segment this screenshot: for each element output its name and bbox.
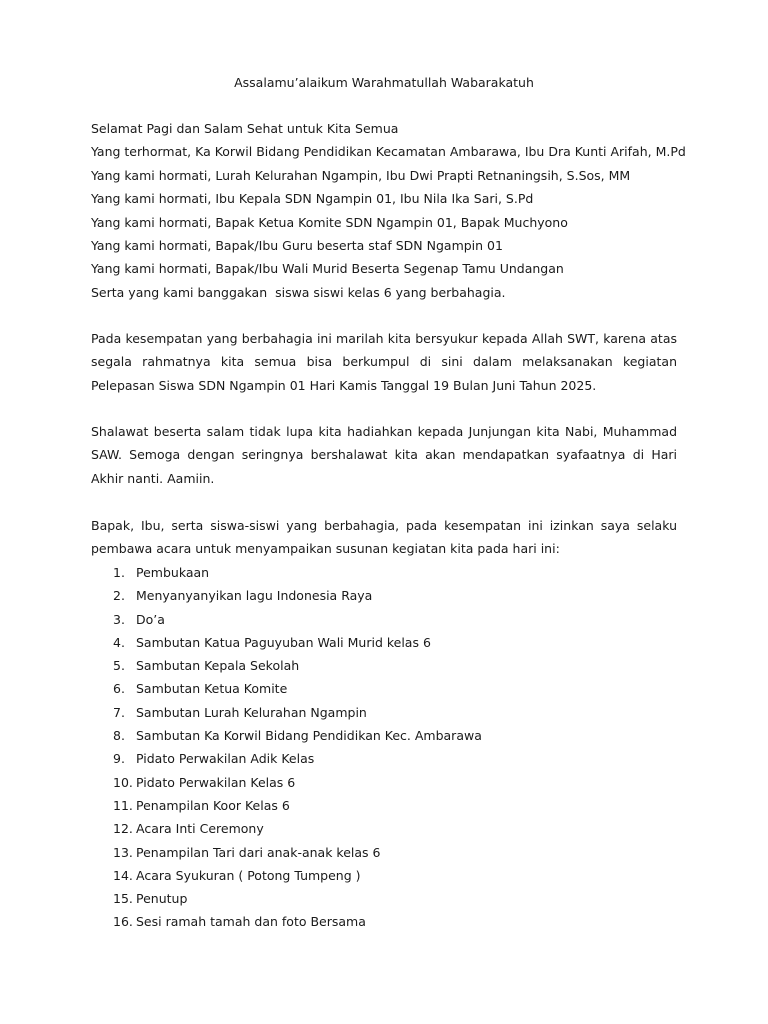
greeting-line: Yang kami hormati, Bapak/Ibu Guru beserta staf SDN Ngampin 01 xyxy=(91,237,503,253)
agenda-item-number: 16. xyxy=(113,914,133,930)
agenda-item-text: Sambutan Katua Paguyuban Wali Murid kelas 6 xyxy=(136,634,431,650)
agenda-item xyxy=(91,747,677,770)
agenda-item-text: Acara Inti Ceremony xyxy=(136,821,264,837)
agenda-item xyxy=(91,910,677,933)
agenda-item-text: Acara Syukuran ( Potong Tumpeng ) xyxy=(136,867,361,883)
agenda-item-number: 11. xyxy=(113,797,133,813)
agenda-item-number: 15. xyxy=(113,891,133,907)
agenda-item xyxy=(91,608,677,631)
agenda-item-text: Sesi ramah tamah dan foto Bersama xyxy=(136,914,366,930)
agenda-item-number: 10. xyxy=(113,774,133,790)
agenda-item-number: 8. xyxy=(113,728,125,744)
agenda-item xyxy=(91,771,677,794)
agenda-item-number: 12. xyxy=(113,821,133,837)
agenda-item xyxy=(91,887,677,910)
agenda-item-number: 13. xyxy=(113,844,133,860)
agenda-item xyxy=(91,864,677,887)
greeting-line: Yang kami hormati, Ibu Kepala SDN Ngampin 01, Ibu Nila Ika Sari, S.Pd xyxy=(91,191,534,207)
agenda-item-number: 6. xyxy=(113,681,125,697)
agenda-item-text: Pidato Perwakilan Kelas 6 xyxy=(136,774,296,790)
agenda-item xyxy=(91,817,677,840)
agenda-item-text: Do’a xyxy=(136,611,165,627)
agenda-item-text: Sambutan Ketua Komite xyxy=(136,681,288,697)
agenda-item xyxy=(91,841,677,864)
agenda-item-text: Penampilan Koor Kelas 6 xyxy=(136,797,290,813)
paragraph-agenda-intro: Bapak, Ibu, serta siswa-siswi yang berbahagia, pada kesempatan ini izinkan saya selaku pembawa acara untuk menyampaikan susunan kegiatan kita pada hari ini: xyxy=(91,518,677,557)
agenda-item-number: 5. xyxy=(113,658,125,674)
agenda-item xyxy=(91,654,677,677)
greeting-line: Selamat Pagi dan Salam Sehat untuk Kita Semua xyxy=(91,121,399,136)
greeting-line: Serta yang kami banggakan siswa siswi kelas 6 yang berbahagia. xyxy=(91,284,506,300)
agenda-item-number: 9. xyxy=(113,751,125,767)
agenda-item-text: Penampilan Tari dari anak-anak kelas 6 xyxy=(136,844,381,860)
agenda-item xyxy=(91,724,677,747)
agenda-item-text: Penutup xyxy=(136,891,188,907)
greeting-line: Yang terhormat, Ka Korwil Bidang Pendidikan Kecamatan Ambarawa, Ibu Dra Kunti Arifah, M.Pd xyxy=(91,144,686,160)
agenda-item-number: 3. xyxy=(113,611,125,627)
agenda-item-number: 2. xyxy=(113,588,125,604)
agenda-item-number: 4. xyxy=(113,634,125,650)
agenda-item-text: Sambutan Kepala Sekolah xyxy=(136,658,300,674)
agenda-item-text: Pidato Perwakilan Adik Kelas xyxy=(136,751,315,767)
greetings-list xyxy=(91,121,686,308)
agenda-item-number: 1. xyxy=(113,565,125,580)
greeting-line: Yang kami hormati, Bapak Ketua Komite SDN Ngampin 01, Bapak Muchyono xyxy=(91,214,568,230)
agenda-item xyxy=(91,701,677,724)
agenda-item-text: Pembukaan xyxy=(136,565,210,580)
agenda-item xyxy=(91,677,677,700)
agenda-item xyxy=(91,561,677,584)
paragraph-gratitude: Pada kesempatan yang berbahagia ini marilah kita bersyukur kepada Allah SWT, karena atas segala rahmatnya kita semua bisa berkumpul di sini dalam melaksanakan kegiatan Pelepasan Siswa SDN Ngampin 01 Hari Kamis Tanggal 19 Bulan Juni Tahun 2025. xyxy=(91,331,677,393)
paragraph-shalawat: Shalawat beserta salam tidak lupa kita hadiahkan kepada Junjungan kita Nabi, Muhammad SAW. Semoga dengan seringnya bershalawat kita akan mendapatkan syafaatnya di Hari Akhir nanti. Aamiin. xyxy=(91,424,677,486)
agenda-item xyxy=(91,631,677,654)
agenda-item-number: 14. xyxy=(113,867,133,883)
agenda-list xyxy=(91,561,677,934)
greeting-line: Yang kami hormati, Bapak/Ibu Wali Murid Beserta Segenap Tamu Undangan xyxy=(91,261,564,277)
greeting-line: Yang kami hormati, Lurah Kelurahan Ngampin, Ibu Dwi Prapti Retnaningsih, S.Sos, MM xyxy=(91,167,631,183)
agenda-item xyxy=(91,584,677,607)
document-title: Assalamu’alaikum Warahmatullah Wabarakatuh xyxy=(234,75,534,90)
agenda-item xyxy=(91,794,677,817)
agenda-item-number: 7. xyxy=(113,704,125,720)
agenda-item-text: Menyanyanyikan lagu Indonesia Raya xyxy=(136,588,373,604)
agenda-item-text: Sambutan Lurah Kelurahan Ngampin xyxy=(136,704,367,720)
agenda-item-text: Sambutan Ka Korwil Bidang Pendidikan Kec. Ambarawa xyxy=(136,728,482,744)
